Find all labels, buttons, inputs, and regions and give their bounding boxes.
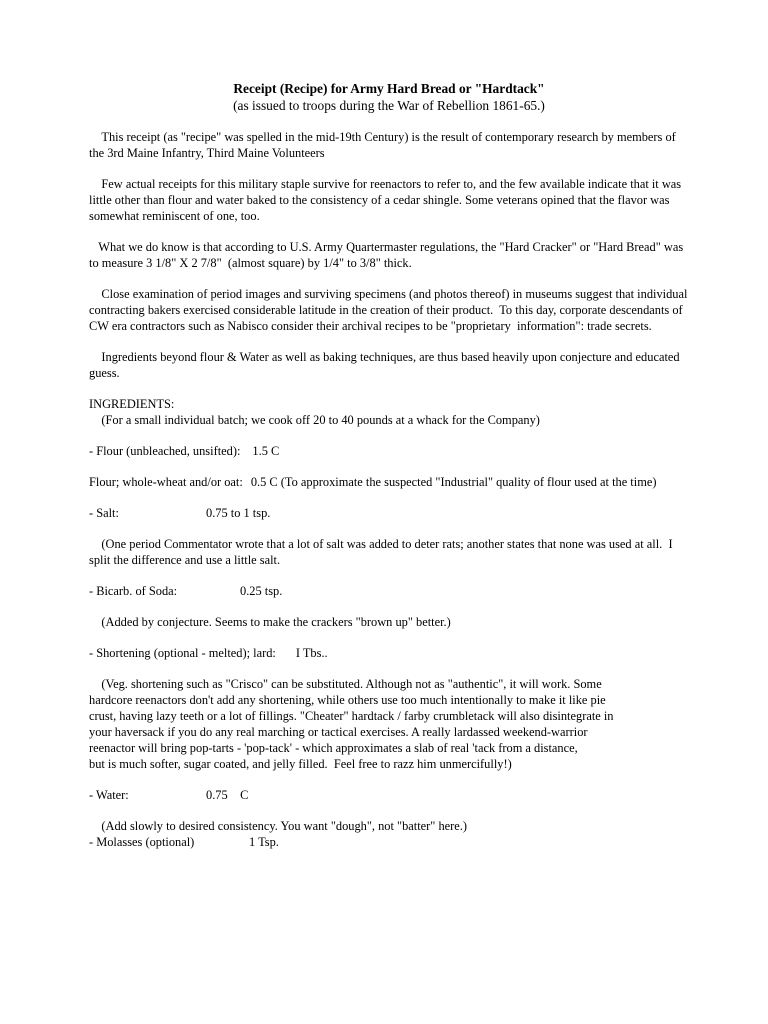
shortening-note bbox=[89, 676, 689, 772]
ingredient-flour-label: - Flour (unbleached, unsifted): bbox=[89, 444, 241, 458]
ingredient-salt-label: - Salt: bbox=[89, 506, 119, 520]
ingredient-water-amount: 0.75 C bbox=[206, 788, 249, 802]
ingredient-shortening-label: - Shortening (optional - melted); lard: bbox=[89, 646, 276, 660]
salt-note: (One period Commentator wrote that a lot of salt was added to deter rats; another states that none was used at all. I split the difference and use a little salt. bbox=[89, 537, 676, 567]
document-page bbox=[89, 80, 689, 850]
ingredient-flour-amount: 1.5 C bbox=[252, 444, 280, 458]
shortening-note-line: crust, having lazy teeth or a lot of fillings. "Cheater" hardtack / farby crumbletack will also disintegrate in bbox=[89, 709, 614, 723]
ingredient-water bbox=[89, 787, 689, 803]
ingredient-soda-amount: 0.25 tsp. bbox=[240, 584, 283, 598]
soda-note: (Added by conjecture. Seems to make the crackers "brown up" better.) bbox=[89, 615, 451, 629]
ingredient-flour-whole-wheat bbox=[89, 474, 689, 490]
ingredient-flour bbox=[89, 443, 689, 459]
shortening-note-line: but is much softer, sugar coated, and jelly filled. Feel free to razz him unmercifully!) bbox=[89, 757, 512, 771]
ingredient-salt-amount: 0.75 to 1 tsp. bbox=[206, 506, 271, 520]
ingredient-molasses-label: - Molasses (optional) bbox=[89, 835, 195, 849]
paragraph-regulations: What we do know is that according to U.S. Army Quartermaster regulations, the "Hard Cracker" or "Hard Bread" was to measure 3 1/8" X 2 7/8" (almost square) by 1/4" to 3/8" thick. bbox=[89, 240, 687, 270]
ingredient-shortening-amount: I Tbs.. bbox=[295, 646, 328, 660]
document-subtitle: (as issued to troops during the War of Rebellion 1861-65.) bbox=[233, 98, 545, 113]
water-note: (Add slowly to desired consistency. You want "dough", not "batter" here.) bbox=[89, 819, 468, 833]
ingredient-water-label: - Water: bbox=[89, 788, 129, 802]
paragraph-intro: This receipt (as "recipe" was spelled in the mid-19th Century) is the result of contemporary research by members of the 3rd Maine Infantry, Third Maine Volunteers bbox=[89, 130, 679, 160]
ingredient-soda bbox=[89, 583, 689, 599]
ingredient-salt bbox=[89, 505, 689, 521]
shortening-note-line: your haversack if you do any real marching or tactical exercises. A really lardassed weekend-warrior bbox=[89, 725, 588, 739]
ingredient-flour2-amount: 0.5 C (To approximate the suspected "Industrial" quality of flour used at the time) bbox=[250, 475, 657, 489]
ingredients-heading: INGREDIENTS: bbox=[89, 397, 175, 411]
document-title: Receipt (Recipe) for Army Hard Bread or "Hardtack" bbox=[233, 81, 545, 96]
shortening-note-line: (Veg. shortening such as "Crisco" can be substituted. Although not as "authentic", it will work. Some bbox=[89, 677, 602, 691]
ingredients-note: (For a small individual batch; we cook off 20 to 40 pounds at a whack for the Company) bbox=[89, 413, 540, 427]
ingredient-molasses-amount: 1 Tsp. bbox=[249, 835, 279, 849]
shortening-note-line: reenactor will bring pop-tarts - 'pop-tack' - which approximates a slab of real 'tack from a distance, bbox=[89, 741, 578, 755]
paragraph-few-receipts: Few actual receipts for this military staple survive for reenactors to refer to, and the few available indicate that it was little other than flour and water baked to the consistency of a cedar shingle. Some veterans opined that the flavor was somewhat reminiscent of one, too. bbox=[89, 177, 685, 223]
ingredient-shortening bbox=[89, 645, 689, 661]
ingredient-molasses bbox=[89, 834, 689, 850]
paragraph-conjecture: Ingredients beyond flour & Water as well as baking techniques, are thus based heavily upon conjecture and educated guess. bbox=[89, 350, 683, 380]
ingredient-flour2-label: Flour; whole-wheat and/or oat: bbox=[89, 475, 243, 489]
shortening-note-line: hardcore reenactors don't add any shortening, while others use too much intentionally to make it like pie bbox=[89, 693, 606, 707]
ingredient-soda-label: - Bicarb. of Soda: bbox=[89, 584, 178, 598]
paragraph-examination: Close examination of period images and surviving specimens (and photos thereof) in museums suggest that individual contracting bakers exercised considerable latitude in the creation of their product. To this day, corporate descendants of CW era contractors such as Nabisco consider their archival recipes to be "proprietary information": trade secrets. bbox=[89, 287, 691, 333]
